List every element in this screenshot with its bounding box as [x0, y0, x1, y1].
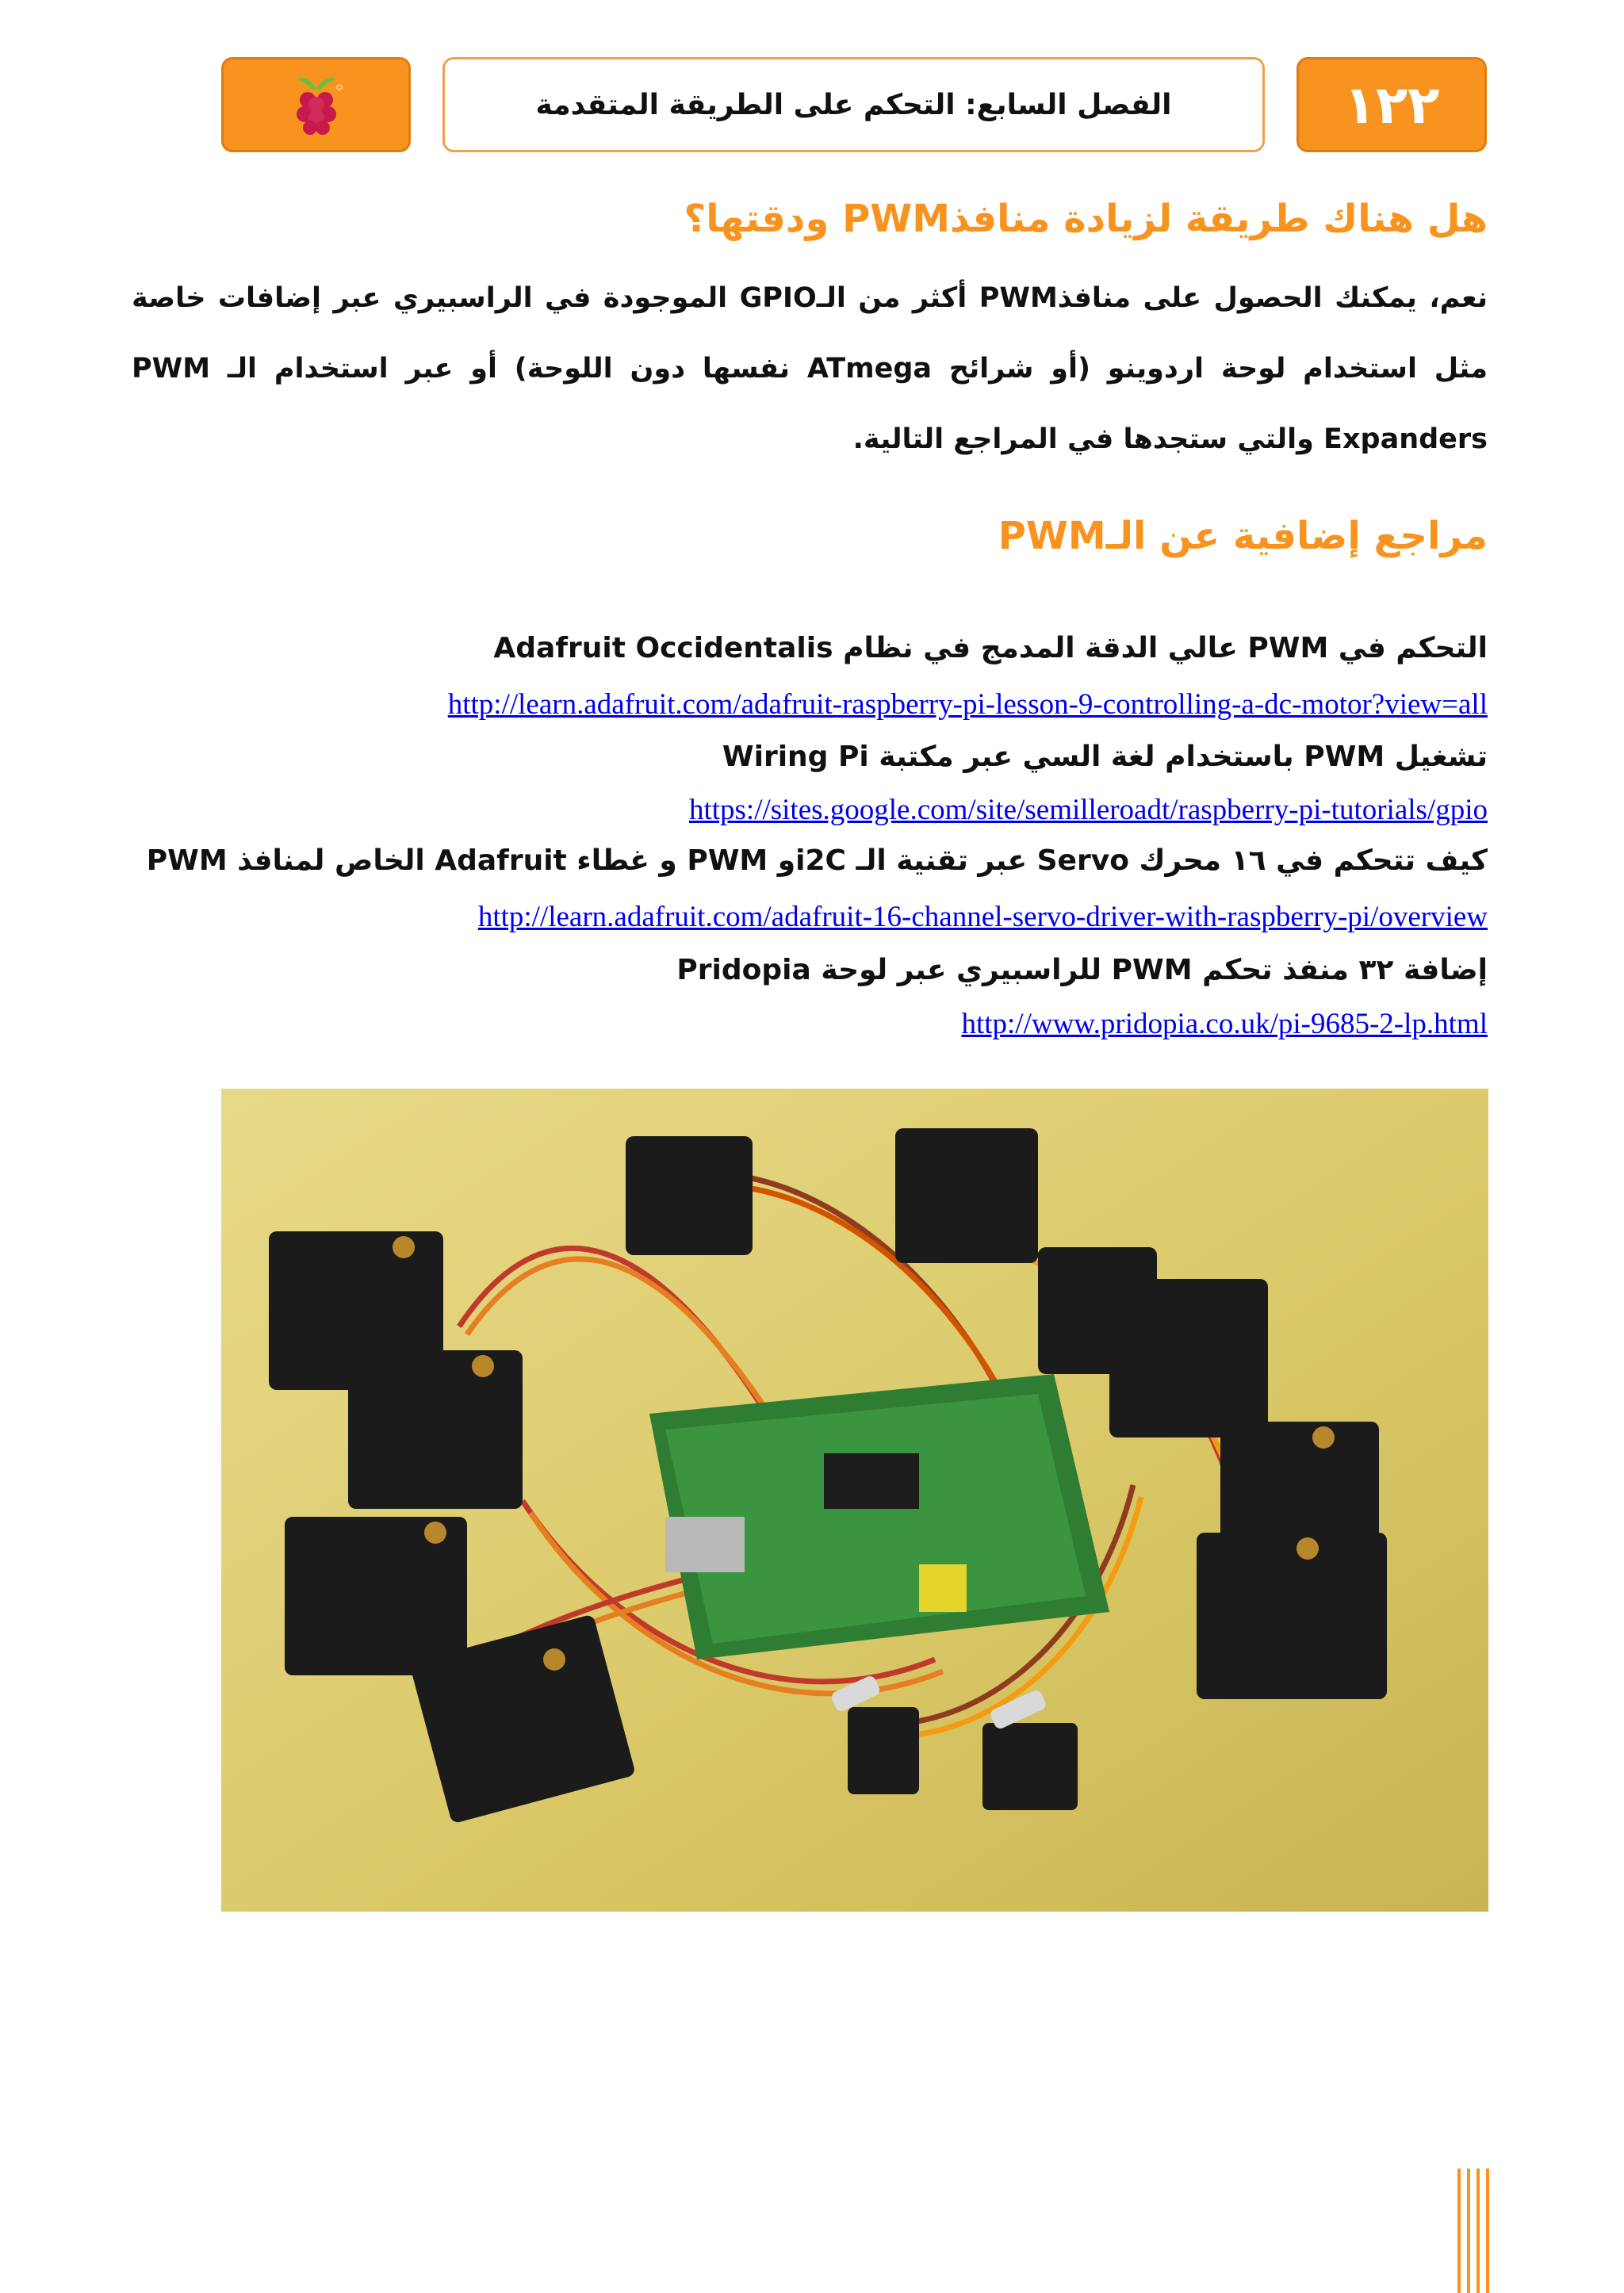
reference-title: إضافة ٣٢ منفذ تحكم PWM للراسبيري عبر لوحة Pridopia [676, 954, 1488, 986]
chapter-title: الفصل السابع: التحكم على الطريقة المتقدمة [535, 88, 1172, 121]
reference-title: التحكم في PWM عالي الدقة المدمج في نظام Adafruit Occidentalis [493, 632, 1488, 664]
reference-link[interactable]: https://sites.google.com/site/semilleroadt/raspberry-pi-tutorials/gpio [688, 794, 1488, 826]
chapter-title-box [442, 57, 1265, 152]
page-number: ١٢٢ [1343, 74, 1440, 136]
reference-link[interactable]: http://learn.adafruit.com/adafruit-raspberry-pi-lesson-9-controlling-a-dc-motor?view=all [447, 688, 1488, 721]
reference-link[interactable]: http://www.pridopia.co.uk/pi-9685-2-lp.html [961, 1008, 1488, 1040]
reference-link[interactable]: http://learn.adafruit.com/adafruit-16-channel-servo-driver-with-raspberry-pi/overview [477, 901, 1488, 933]
servo-board-photo [221, 1089, 1488, 1912]
reference-title: تشغيل PWM باستخدام لغة السي عبر مكتبة Wiring Pi [722, 741, 1488, 773]
section-heading-references: مراجع إضافية عن الـPWM [998, 514, 1488, 558]
section-heading-pwm-question: هل هناك طريقة لزيادة منافذPWM ودقتها؟ [684, 197, 1488, 241]
section-paragraph: نعم، يمكنك الحصول على منافذPWM أكثر من الـGPIO الموجودة في الراسبيري عبر إضافات خاصة مثل استخدام لوحة اردوينو (أو شرائح ATmega نفسها دون اللوحة) أو عبر استخدام الـ PWM Expanders والتي ستجدها في المراجع التالية. [132, 282, 1488, 455]
page-number-box [1297, 57, 1487, 152]
reference-title: كيف تتحكم في ١٦ محرك Servo عبر تقنية الـ i2Cو PWM و غطاء Adafruit الخاص لمنافذ PWM [146, 844, 1488, 877]
logo-box [221, 57, 411, 152]
decorative-side-lines [1457, 2169, 1489, 2293]
raspberry-pi-logo-icon [289, 71, 344, 138]
